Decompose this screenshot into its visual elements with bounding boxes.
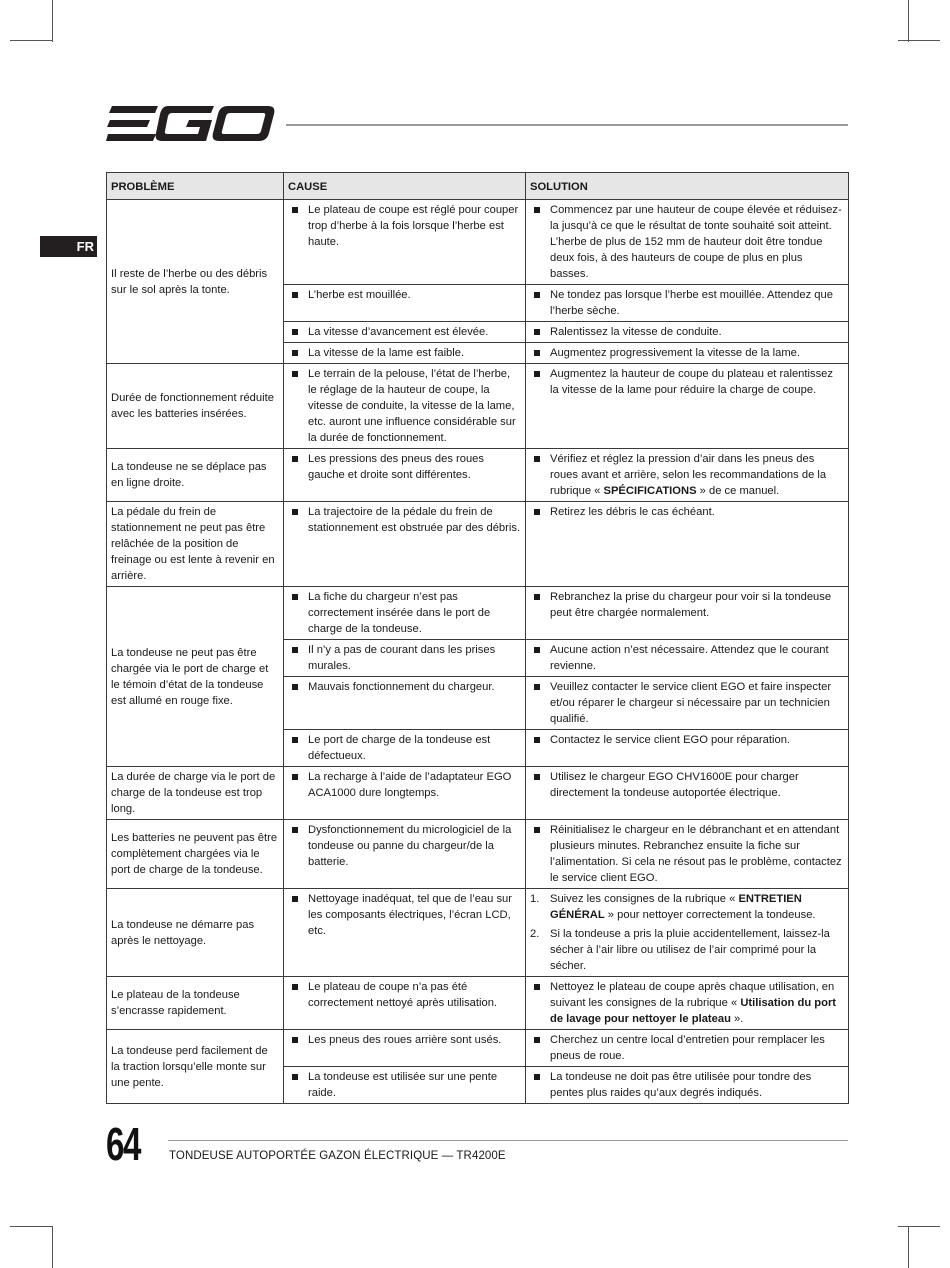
cause-text: La vitesse d’avancement est élevée. [288, 324, 521, 340]
step-number: 1. [530, 893, 540, 905]
cause-text: Les pressions des pneus des roues gauche et droite sont différentes. [288, 451, 521, 483]
solution-text: Retirez les débris le cas échéant. [530, 504, 844, 520]
problem-cell: La durée de charge via le port de charge de la tondeuse est trop long. [107, 767, 284, 820]
step-number: 2. [530, 928, 540, 940]
cause-cell [284, 820, 526, 889]
solution-text-part: Suivez les consignes de la rubrique « [550, 893, 739, 905]
solution-text: Augmentez progressivement la vitesse de la lame. [530, 345, 844, 361]
table-row [107, 767, 849, 820]
solution-text: Cherchez un centre local d’entretien pour remplacer les pneus de roue. [530, 1032, 844, 1064]
cause-cell [284, 889, 526, 977]
cause-cell [284, 677, 526, 730]
solution-cell [526, 285, 849, 322]
solution-text: Réinitialisez le chargeur en le débranchant et en attendant plusieurs minutes. Rebranchez ensuite la fiche sur l’alimentation. Si cela ne résout pas le problème, contactez le service client EGO. [530, 822, 844, 886]
solution-cell [526, 200, 849, 285]
cause-cell [284, 285, 526, 322]
table-row [107, 200, 849, 285]
problem-cell: La tondeuse ne se déplace pas en ligne droite. [107, 449, 284, 502]
solution-cell [526, 502, 849, 587]
cause-cell [284, 343, 526, 364]
cause-text: Mauvais fonctionnement du chargeur. [288, 679, 521, 695]
solution-text-part: Si la tondeuse a pris la pluie accidentellement, laissez-la sécher à l’air libre ou utilisez de l’air comprimé pour la sécher. [550, 928, 830, 972]
cause-cell [284, 767, 526, 820]
cause-text: Le port de charge de la tondeuse est défectueux. [288, 732, 521, 764]
cause-cell [284, 1067, 526, 1104]
page-number: 64 [106, 1118, 140, 1170]
problem-cell: La tondeuse ne démarre pas après le nettoyage. [107, 889, 284, 977]
table-row [107, 364, 849, 449]
cause-text: Le terrain de la pelouse, l’état de l’herbe, le réglage de la hauteur de coupe, la vitesse de conduite, la vitesse de la lame, etc. auront une influence considérable sur la durée de fonctionnement. [288, 366, 521, 446]
crop-mark [898, 40, 940, 41]
footer-rule [168, 1140, 848, 1141]
solution-step [530, 891, 844, 923]
cause-cell [284, 364, 526, 449]
crop-mark [10, 40, 52, 41]
cause-text: Dysfonctionnement du micrologiciel de la tondeuse ou panne du chargeur/de la batterie. [288, 822, 521, 870]
solution-cell [526, 1067, 849, 1104]
column-header-solution: SOLUTION [526, 173, 849, 200]
problem-cell: Durée de fonctionnement réduite avec les batteries insérées. [107, 364, 284, 449]
header-rule [286, 124, 848, 126]
cause-text: La tondeuse est utilisée sur une pente raide. [288, 1069, 521, 1101]
solution-text: Ralentissez la vitesse de conduite. [530, 324, 844, 340]
solution-text-part: ». [730, 1013, 744, 1025]
cause-text: La vitesse de la lame est faible. [288, 345, 521, 361]
solution-cell [526, 820, 849, 889]
cause-text: Le plateau de coupe n’a pas été correctement nettoyé après utilisation. [288, 979, 521, 1011]
solution-text-part: » pour nettoyer correctement la tondeuse. [604, 909, 816, 921]
cause-text: Il n’y a pas de courant dans les prises murales. [288, 642, 521, 674]
column-header-problem: PROBLÈME [107, 173, 284, 200]
solution-text: Aucune action n’est nécessaire. Attendez que le courant revienne. [530, 642, 844, 674]
solution-text: Rebranchez la prise du chargeur pour voir si la tondeuse peut être chargée normalement. [530, 589, 844, 621]
solution-text: Ne tondez pas lorsque l’herbe est mouillée. Attendez que l’herbe sèche. [530, 287, 844, 319]
solution-cell [526, 322, 849, 343]
solution-reference: Utilisation du port de lavage pour nettoyer le plateau [550, 997, 837, 1025]
solution-cell [526, 1030, 849, 1067]
solution-cell [526, 343, 849, 364]
crop-mark [898, 1226, 940, 1227]
cause-text: La recharge à l’aide de l’adaptateur EGO ACA1000 dure longtemps. [288, 769, 521, 801]
solution-text-part: » de ce manuel. [696, 485, 780, 497]
solution-text-part: Nettoyez le plateau de coupe après chaque utilisation, en suivant les consignes de la rubrique « [550, 981, 835, 1009]
problem-cell: Le plateau de la tondeuse s’encrasse rapidement. [107, 977, 284, 1030]
document-title: TONDEUSE AUTOPORTÉE GAZON ÉLECTRIQUE — TR4200E [169, 1150, 506, 1162]
ego-logo [106, 104, 276, 144]
problem-cell: La pédale du frein de stationnement ne peut pas être relâchée de la position de freinage ou est lente à revenir en arrière. [107, 502, 284, 587]
solution-cell [526, 889, 849, 977]
problem-cell: Les batteries ne peuvent pas être complètement chargées via le port de charge de la tondeuse. [107, 820, 284, 889]
solution-cell [526, 977, 849, 1030]
crop-mark [52, 0, 53, 42]
solution-text: Contactez le service client EGO pour réparation. [530, 732, 844, 748]
solution-reference: ENTRETIEN GÉNÉRAL [550, 893, 802, 921]
solution-text: La tondeuse ne doit pas être utilisée pour tondre des pentes plus raides qu’aux degrés indiqués. [530, 1069, 844, 1101]
problem-cell: La tondeuse perd facilement de la traction lorsqu’elle monte sur une pente. [107, 1030, 284, 1104]
cause-text: L’herbe est mouillée. [288, 287, 521, 303]
cause-text: La fiche du chargeur n’est pas correctement insérée dans le port de charge de la tondeuse. [288, 589, 521, 637]
solution-text: Utilisez le chargeur EGO CHV1600E pour charger directement la tondeuse autoportée électrique. [530, 769, 844, 801]
crop-mark [10, 1226, 52, 1227]
solution-cell [526, 730, 849, 767]
solution-step [530, 926, 844, 974]
cause-cell [284, 449, 526, 502]
cause-text: Les pneus des roues arrière sont usés. [288, 1032, 521, 1048]
table-row [107, 977, 849, 1030]
crop-mark [908, 0, 909, 42]
cause-cell [284, 587, 526, 640]
solution-text: Veuillez contacter le service client EGO et faire inspecter et/ou réparer le chargeur si nécessaire par un technicien qualifié. [530, 679, 844, 727]
solution-cell [526, 640, 849, 677]
solution-cell [526, 677, 849, 730]
cause-cell [284, 977, 526, 1030]
solution-cell [526, 587, 849, 640]
solution-text: Augmentez la hauteur de coupe du plateau et ralentissez la vitesse de la lame pour réduire la charge de coupe. [530, 366, 844, 398]
solution-cell [526, 767, 849, 820]
table-row [107, 889, 849, 977]
solution-text-part: Vérifiez et réglez la pression d’air dans les pneus des roues avant et arrière, selon les recommandations de la rubrique « [550, 453, 827, 497]
cause-cell [284, 640, 526, 677]
cause-text: Le plateau de coupe est réglé pour couper trop d’herbe à la fois lorsque l’herbe est haute. [288, 202, 521, 250]
column-header-cause: CAUSE [284, 173, 526, 200]
language-tab: FR [40, 236, 97, 257]
problem-cell: La tondeuse ne peut pas être chargée via le port de charge et le témoin d’état de la tondeuse est allumé en rouge fixe. [107, 587, 284, 767]
cause-text: Nettoyage inadéquat, tel que de l’eau sur les composants électriques, l’écran LCD, etc. [288, 891, 521, 939]
crop-mark [52, 1226, 53, 1268]
table-row [107, 1030, 849, 1067]
solution-reference: SPÉCIFICATIONS [603, 485, 697, 497]
table-row [107, 820, 849, 889]
solution-text: Commencez par une hauteur de coupe élevée et réduisez-la jusqu’à ce que le résultat de tonte souhaité soit atteint. L’herbe de plus de 152 mm de hauteur doit être tondue deux fois, à des hauteurs de coupe de plus en plus basses. [530, 202, 844, 282]
crop-mark [908, 1226, 909, 1268]
cause-cell [284, 1030, 526, 1067]
solution-text [530, 451, 844, 499]
cause-cell [284, 200, 526, 285]
cause-cell [284, 322, 526, 343]
problem-cell: Il reste de l’herbe ou des débris sur le sol après la tonte. [107, 200, 284, 364]
table-header-row [107, 173, 849, 200]
solution-text [530, 979, 844, 1027]
table-row [107, 502, 849, 587]
cause-cell [284, 502, 526, 587]
solution-cell [526, 449, 849, 502]
cause-cell [284, 730, 526, 767]
solution-cell [526, 364, 849, 449]
cause-text: La trajectoire de la pédale du frein de stationnement est obstruée par des débris. [288, 504, 521, 536]
table-row [107, 449, 849, 502]
table-row [107, 587, 849, 640]
troubleshooting-table [106, 172, 849, 1104]
